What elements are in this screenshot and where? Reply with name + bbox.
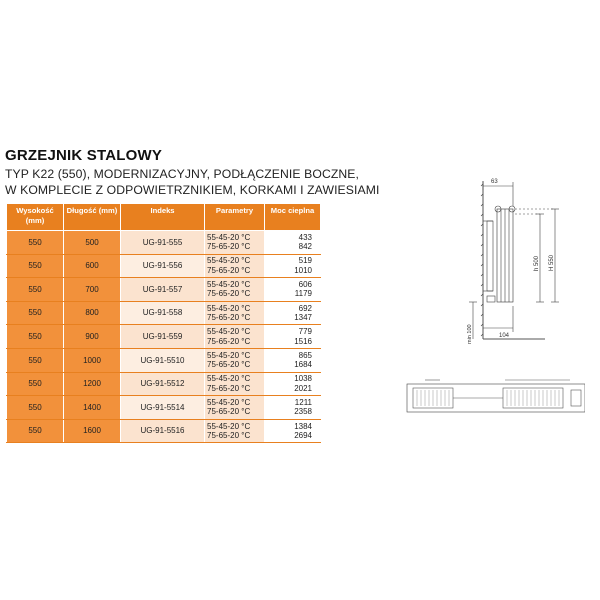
cell-params-value: 75-65-20 °C (207, 289, 251, 299)
cell-power-value: 779 (298, 327, 312, 337)
cell-params-value: 75-65-20 °C (207, 265, 251, 275)
dim-h-label: h 500 (534, 255, 540, 271)
cell-index-value: UG-91-555 (142, 237, 183, 247)
table-row (7, 348, 321, 372)
cell-power-value: 519 (298, 256, 312, 266)
cell-height-value: 550 (28, 284, 42, 294)
table-row (7, 372, 321, 396)
cell-length (64, 254, 121, 278)
cell-params-value: 75-65-20 °C (207, 313, 251, 323)
cell-power-value: 1384 (294, 421, 312, 431)
subtitle-line-1: TYP K22 (550), MODERNIZACYJNY, PODŁĄCZENIE BOCZNE, (5, 167, 360, 181)
cell-length (64, 419, 121, 443)
cell-height (7, 396, 64, 420)
cell-power-value: 842 (298, 242, 312, 252)
cell-power-value: 2021 (294, 383, 312, 393)
cell-length (64, 301, 121, 325)
cell-params-value: 55-45-20 °C (207, 350, 251, 360)
cell-params (205, 254, 265, 278)
cell-params-value: 75-65-20 °C (207, 360, 251, 370)
cell-power-value: 1179 (294, 289, 312, 299)
cell-length-value: 500 (85, 237, 99, 247)
cell-power (265, 372, 321, 396)
cell-index-value: UG-91-559 (142, 331, 183, 341)
cell-power-value: 692 (298, 303, 312, 313)
cell-height (7, 301, 64, 325)
cell-params-value: 75-65-20 °C (207, 383, 251, 393)
spec-table (6, 203, 321, 443)
cell-index (121, 301, 205, 325)
side-view (469, 181, 559, 339)
cell-power-value: 1516 (294, 336, 312, 346)
cell-index-value: UG-91-557 (142, 284, 183, 294)
cell-params-value: 75-65-20 °C (207, 242, 251, 252)
cell-power-value: 1684 (294, 360, 312, 370)
cell-power (265, 254, 321, 278)
cell-params-value: 75-65-20 °C (207, 407, 251, 417)
cell-height-value: 550 (28, 237, 42, 247)
cell-power-value: 1010 (294, 265, 312, 275)
cell-params (205, 372, 265, 396)
cell-length-value: 600 (85, 261, 99, 271)
cell-length-value: 1400 (83, 402, 101, 412)
cell-height (7, 254, 64, 278)
subtitle-line-2: W KOMPLECIE Z ODPOWIETRZNIKIEM, KORKAMI I ZAWIESIAMI (5, 183, 380, 197)
table-header-row (7, 204, 321, 231)
cell-length-value: 800 (85, 308, 99, 318)
product-title: GRZEJNIK STALOWY (5, 147, 163, 164)
cell-power-value: 1211 (294, 397, 312, 407)
cell-power (265, 396, 321, 420)
cell-length (64, 325, 121, 349)
cell-params (205, 301, 265, 325)
cell-params-value: 75-65-20 °C (207, 336, 251, 346)
cell-height (7, 278, 64, 302)
table-row (7, 254, 321, 278)
cell-params-value: 55-45-20 °C (207, 279, 251, 289)
cell-length-value: 900 (85, 331, 99, 341)
cell-power (265, 231, 321, 255)
table-row (7, 301, 321, 325)
cell-height-value: 550 (28, 402, 42, 412)
cell-index (121, 372, 205, 396)
cell-params (205, 396, 265, 420)
cell-params-value: 55-45-20 °C (207, 374, 251, 384)
dim-top-label: 63 (491, 179, 498, 185)
cell-height-value: 550 (28, 355, 42, 365)
cell-length-value: 1000 (83, 355, 101, 365)
cell-height (7, 419, 64, 443)
cell-length (64, 396, 121, 420)
cell-params-value: 55-45-20 °C (207, 397, 251, 407)
table-row (7, 278, 321, 302)
cell-power-value: 1038 (294, 374, 312, 384)
cell-params-value: 75-65-20 °C (207, 431, 251, 441)
cell-power-value: 433 (298, 232, 312, 242)
spec-table-body (7, 231, 321, 443)
cell-index-value: UG-91-556 (142, 261, 183, 271)
cell-index-value: UG-91-5516 (140, 426, 185, 436)
cell-params (205, 231, 265, 255)
cell-height (7, 325, 64, 349)
cell-params-value: 55-45-20 °C (207, 421, 251, 431)
cell-length (64, 372, 121, 396)
cell-height-value: 550 (28, 261, 42, 271)
cell-height (7, 348, 64, 372)
cell-power-value: 1347 (294, 313, 312, 323)
product-subtitle (5, 166, 379, 198)
cell-index (121, 278, 205, 302)
top-view (407, 380, 585, 412)
header-params: Parametry (205, 204, 265, 231)
cell-power-value: 2358 (294, 407, 312, 417)
cell-index-value: UG-91-558 (142, 308, 183, 318)
header-power: Moc cieplna (265, 204, 321, 231)
cell-params-value: 55-45-20 °C (207, 256, 251, 266)
cell-power (265, 419, 321, 443)
cell-length-value: 1600 (83, 426, 101, 436)
cell-power-value: 606 (298, 279, 312, 289)
cell-index (121, 348, 205, 372)
cell-index (121, 231, 205, 255)
header-height: Wysokość (mm) (7, 204, 64, 231)
cell-length-value: 1200 (83, 379, 101, 389)
table-row (7, 325, 321, 349)
cell-params (205, 348, 265, 372)
cell-params-value: 55-45-20 °C (207, 327, 251, 337)
cell-length (64, 231, 121, 255)
cell-params-value: 55-45-20 °C (207, 232, 251, 242)
cell-length-value: 700 (85, 284, 99, 294)
header-length: Długość (mm) (64, 204, 121, 231)
cell-height-value: 550 (28, 308, 42, 318)
cell-power (265, 348, 321, 372)
cell-length (64, 278, 121, 302)
cell-length (64, 348, 121, 372)
cell-power (265, 278, 321, 302)
cell-index-value: UG-91-5512 (140, 379, 185, 389)
cell-index (121, 325, 205, 349)
cell-params (205, 325, 265, 349)
table-row (7, 419, 321, 443)
cell-height-value: 550 (28, 331, 42, 341)
cell-index (121, 419, 205, 443)
cell-power-value: 865 (298, 350, 312, 360)
table-row (7, 231, 321, 255)
dim-bottom-label: 104 (499, 333, 510, 339)
header-index: Indeks (121, 204, 205, 231)
cell-power-value: 2694 (294, 431, 312, 441)
dim-H-label: H 550 (549, 254, 555, 271)
cell-params-value: 55-45-20 °C (207, 303, 251, 313)
cell-power (265, 301, 321, 325)
cell-height-value: 550 (28, 426, 42, 436)
cell-params (205, 419, 265, 443)
radiator-diagram (395, 176, 585, 426)
cell-index-value: UG-91-5514 (140, 402, 185, 412)
cell-index (121, 254, 205, 278)
table-row (7, 396, 321, 420)
cell-params (205, 278, 265, 302)
cell-index-value: UG-91-5510 (140, 355, 185, 365)
dim-min-label: min 100 (467, 324, 473, 344)
cell-power (265, 325, 321, 349)
cell-index (121, 396, 205, 420)
cell-height (7, 231, 64, 255)
cell-height-value: 550 (28, 379, 42, 389)
cell-height (7, 372, 64, 396)
